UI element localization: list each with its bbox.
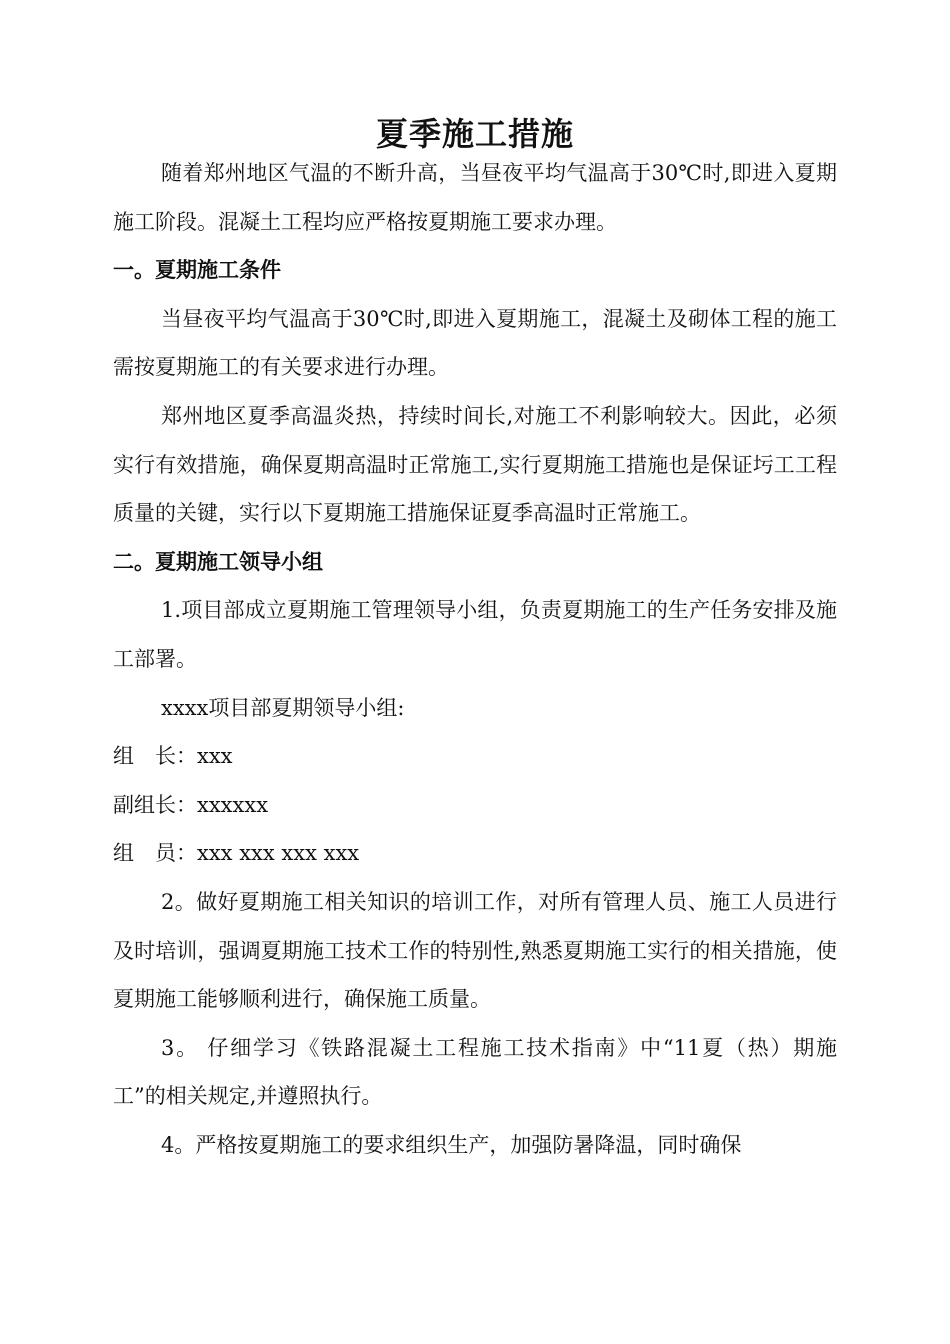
document-body — [113, 149, 837, 1169]
leadership-group-title: xxxx项目部夏期领导小组: — [161, 695, 405, 720]
intro-paragraph: 随着郑州地区气温的不断升高，当昼夜平均气温高于30℃时,即进入夏期施工阶段。混凝土工程均应严格按夏期施工要求办理。 — [113, 161, 837, 234]
deputy-leader-line: 副组长：xxxxxx — [113, 792, 269, 817]
section-1-paragraph-2: 郑州地区夏季高温炎热，持续时间长,对施工不利影响较大。因此，必须实行有效措施，确保夏期高温时正常施工,实行夏期施工措施也是保证圬工工程质量的关键，实行以下夏期施工措施保证夏季高温时正常施工。 — [113, 403, 837, 526]
section-2-item-4: 4。严格按夏期施工的要求组织生产，加强防暑降温，同时确保 — [161, 1132, 742, 1157]
section-2-item-1: 1.项目部成立夏期施工管理领导小组，负责夏期施工的生产任务安排及施工部署。 — [113, 598, 837, 671]
group-members-line: 组 员：xxx xxx xxx xxx — [113, 841, 360, 866]
section-1-heading: 一。夏期施工条件 — [113, 257, 281, 283]
group-leader-line: 组 长：xxx — [113, 744, 233, 769]
document-title: 夏季施工措施 — [375, 115, 574, 153]
section-2-item-3: 3。 仔细学习《铁路混凝土工程施工技术指南》中“11夏（热）期施工”的相关规定,并遵照执行。 — [113, 1035, 837, 1109]
section-2-item-2: 2。做好夏期施工相关知识的培训工作，对所有管理人员、施工人员进行及时培训，强调夏期施工技术工作的特别性,熟悉夏期施工实行的相关措施，使夏期施工能够顺利进行，确保施工质量。 — [113, 889, 837, 1012]
section-1-paragraph-1: 当昼夜平均气温高于30℃时,即进入夏期施工，混凝土及砌体工程的施工需按夏期施工的有关要求进行办理。 — [113, 306, 837, 380]
section-2-heading: 二。夏期施工领导小组 — [113, 548, 323, 574]
